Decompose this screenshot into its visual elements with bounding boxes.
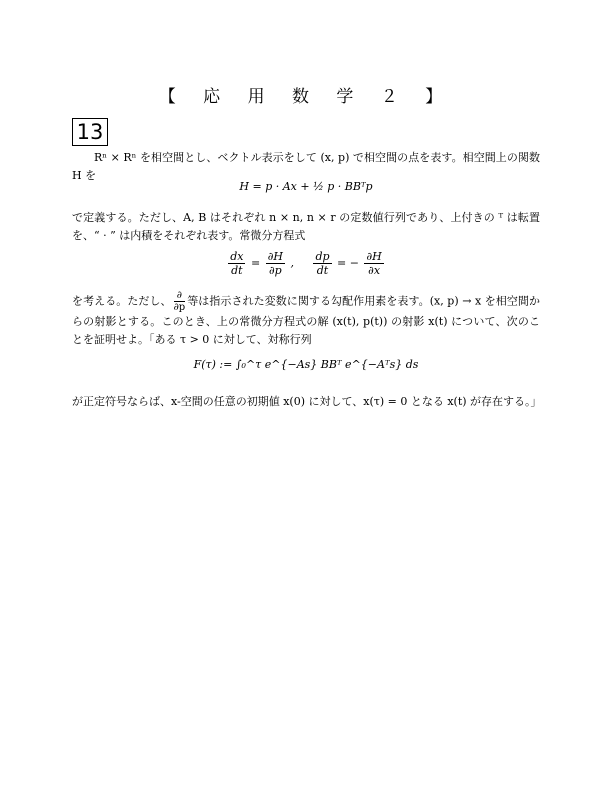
ode-system: [0, 250, 612, 277]
problem-number-box: 13: [72, 118, 108, 146]
paragraph-3-start: を考える。ただし、: [72, 294, 172, 308]
dx-numerator: dx: [230, 250, 244, 263]
section-header: 【 応 用 数 学 ２ 】: [158, 87, 454, 107]
partial-p-denominator: ∂p: [173, 302, 186, 313]
dH-numerator: ∂H: [267, 250, 283, 263]
dx-denominator: ∂x: [368, 264, 381, 277]
dx-dt-fraction: [228, 250, 245, 277]
dt-denominator-2: dt: [316, 264, 329, 277]
equals-sign: =: [250, 256, 261, 270]
problem-paragraph-1: Rⁿ × Rⁿ を相空間とし、ベクトル表示をして (x, p) で相空間の点を表す。相空間上の関数 H を: [72, 151, 540, 182]
problem-paragraph-2: で定義する。ただし、A, B はそれぞれ n × n, n × r の定数値行列であり、上付きの ᵀ は転置を、“ · ” は内積をそれぞれ表す。常微分方程式: [72, 211, 540, 242]
hamiltonian-equation: H = p · Ax + ½ p · BBᵀp: [239, 180, 373, 193]
gradient-operator-fraction: [174, 290, 186, 313]
paragraph-3-rest: 等は指示された変数に関する勾配作用素を表す。(x, p) → x を相空間からの射影とする。このとき、上の常微分方程式の解 (x(t), p(t)) の射影 x(t) について、次のことを証明せよ。「ある τ > 0 に対して、対称行列: [72, 294, 540, 346]
problem-paragraph-4: が正定符号ならば、x-空間の任意の初期値 x(0) に対して、x(τ) = 0 となる x(t) が存在する。」: [72, 395, 542, 408]
problem-paragraph-3: [72, 290, 540, 349]
dp-denominator: ∂p: [268, 264, 282, 277]
dH-dp-fraction: [266, 250, 285, 277]
dH-numerator-2: ∂H: [366, 250, 382, 263]
dp-numerator: dp: [315, 250, 330, 263]
comma-separator: ,: [290, 256, 308, 270]
dt-denominator: dt: [231, 264, 243, 277]
dH-dx-fraction: [364, 250, 383, 277]
equals-minus-sign: = −: [337, 256, 359, 270]
partial-numerator: ∂: [174, 290, 186, 302]
gramian-equation: F(τ) := ∫₀^τ e^{−As} BBᵀ e^{−Aᵀs} ds: [193, 358, 419, 371]
dp-dt-fraction: [313, 250, 331, 277]
